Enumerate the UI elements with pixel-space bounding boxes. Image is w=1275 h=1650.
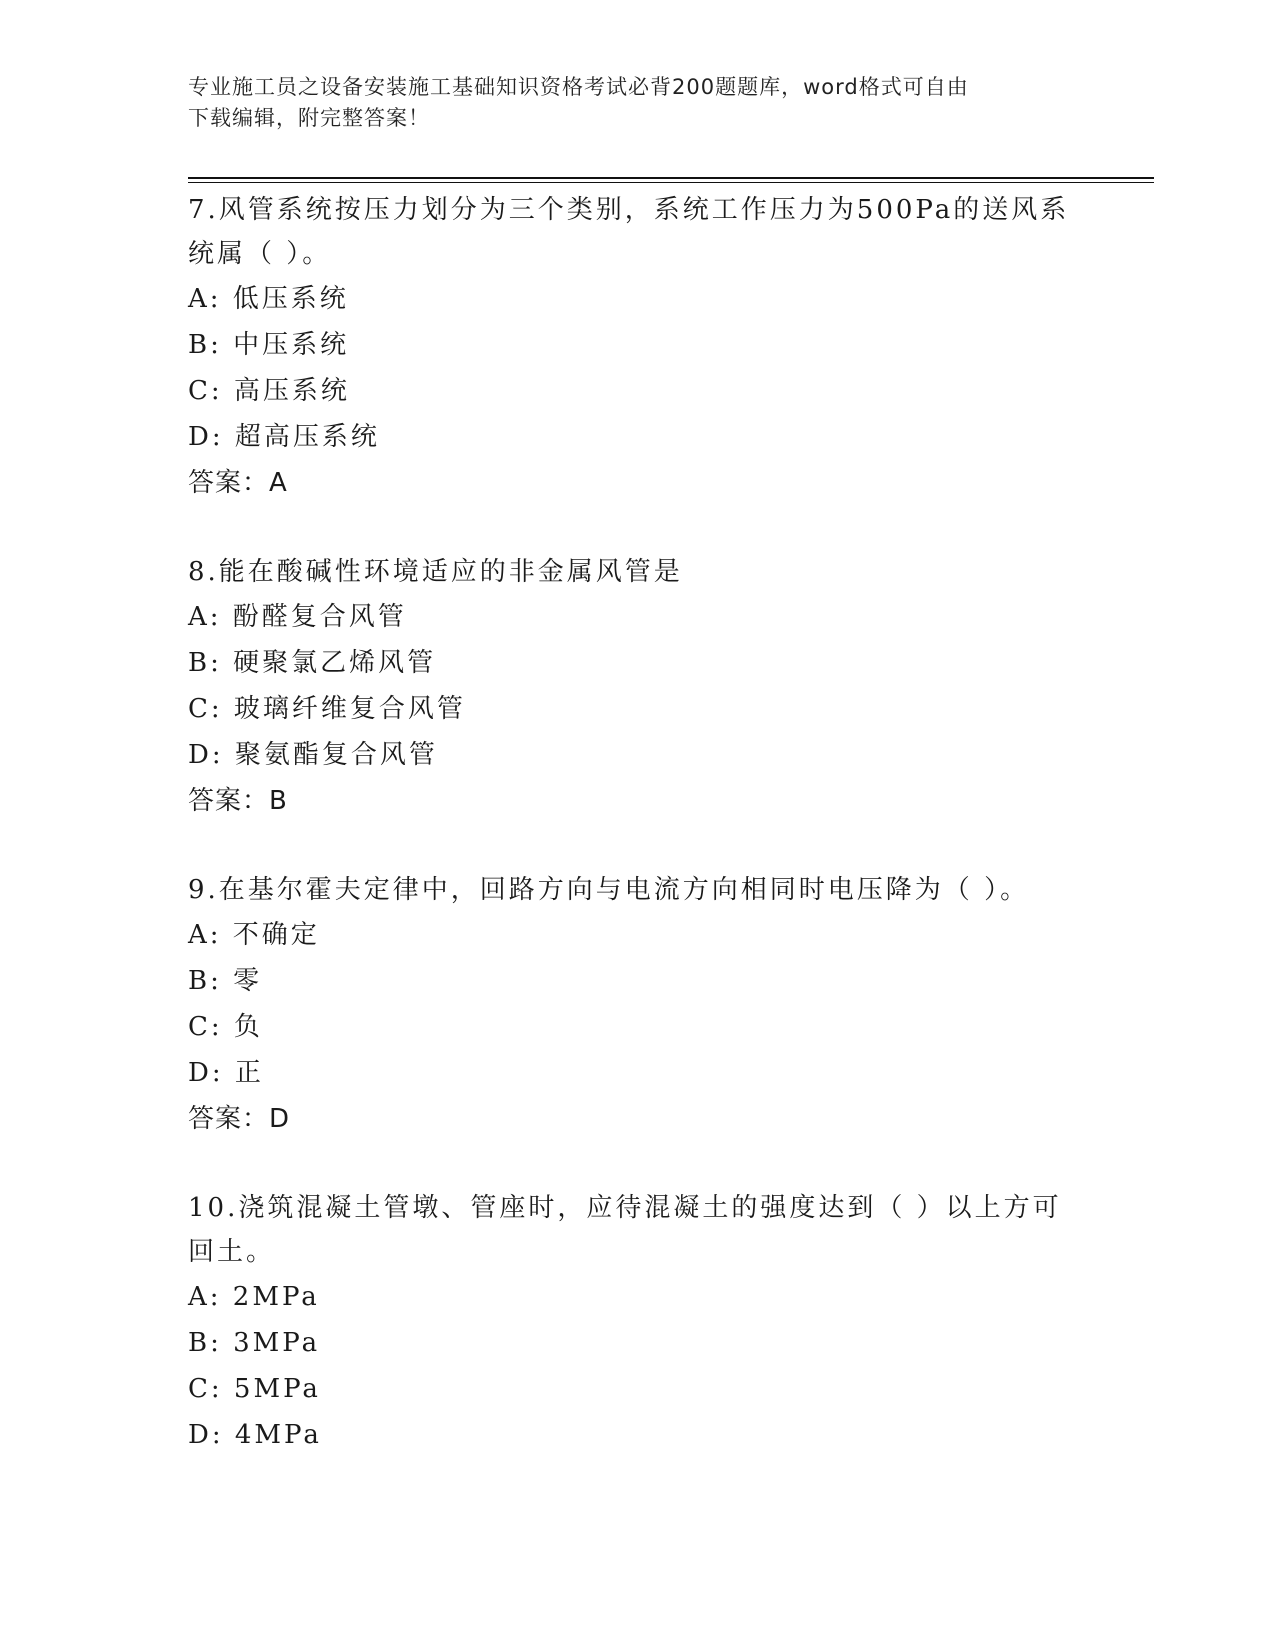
option-c: C: 高压系统 <box>188 376 350 406</box>
option-b: B: 中压系统 <box>188 330 350 360</box>
option-d: D: 4MPa <box>188 1420 322 1450</box>
option-b: B: 零 <box>188 966 263 996</box>
answer: 答案：B <box>188 786 288 816</box>
question-text: 9.在基尔霍夫定律中，回路方向与电流方向相同时电压降为（ ）。 <box>188 875 1030 905</box>
option-c: C: 5MPa <box>188 1374 321 1404</box>
question-8 <box>188 550 1088 824</box>
question-text: 7.风管系统按压力划分为三个类别，系统工作压力为500Pa的送风系 统属（ ）。 <box>188 195 1070 269</box>
option-d: D: 正 <box>188 1058 264 1088</box>
option-b: B: 硬聚氯乙烯风管 <box>188 648 437 678</box>
document-header <box>188 72 1088 134</box>
answer: 答案：A <box>188 468 288 498</box>
option-a: A: 低压系统 <box>188 284 349 314</box>
option-a: A: 不确定 <box>188 920 320 950</box>
question-list <box>188 188 1088 1502</box>
question-7 <box>188 188 1088 506</box>
option-d: D: 聚氨酯复合风管 <box>188 740 438 770</box>
option-c: C: 玻璃纤维复合风管 <box>188 694 466 724</box>
option-d: D: 超高压系统 <box>188 422 380 452</box>
header-divider-thin <box>188 182 1154 183</box>
question-text: 8.能在酸碱性环境适应的非金属风管是 <box>188 557 683 587</box>
option-a: A: 酚醛复合风管 <box>188 602 407 632</box>
option-b: B: 3MPa <box>188 1328 321 1358</box>
option-a: A: 2MPa <box>188 1282 320 1312</box>
question-9 <box>188 868 1088 1142</box>
header-line-2: 下载编辑，附完整答案！ <box>188 106 430 130</box>
answer: 答案：D <box>188 1104 291 1134</box>
question-10 <box>188 1186 1088 1458</box>
header-divider-thick <box>188 177 1154 179</box>
question-text: 10.浇筑混凝土管墩、管座时，应待混凝土的强度达到（ ）以上方可 回土。 <box>188 1193 1062 1267</box>
option-c: C: 负 <box>188 1012 263 1042</box>
header-line-1: 专业施工员之设备安装施工基础知识资格考试必背200题题库，word格式可自由 <box>188 75 969 99</box>
